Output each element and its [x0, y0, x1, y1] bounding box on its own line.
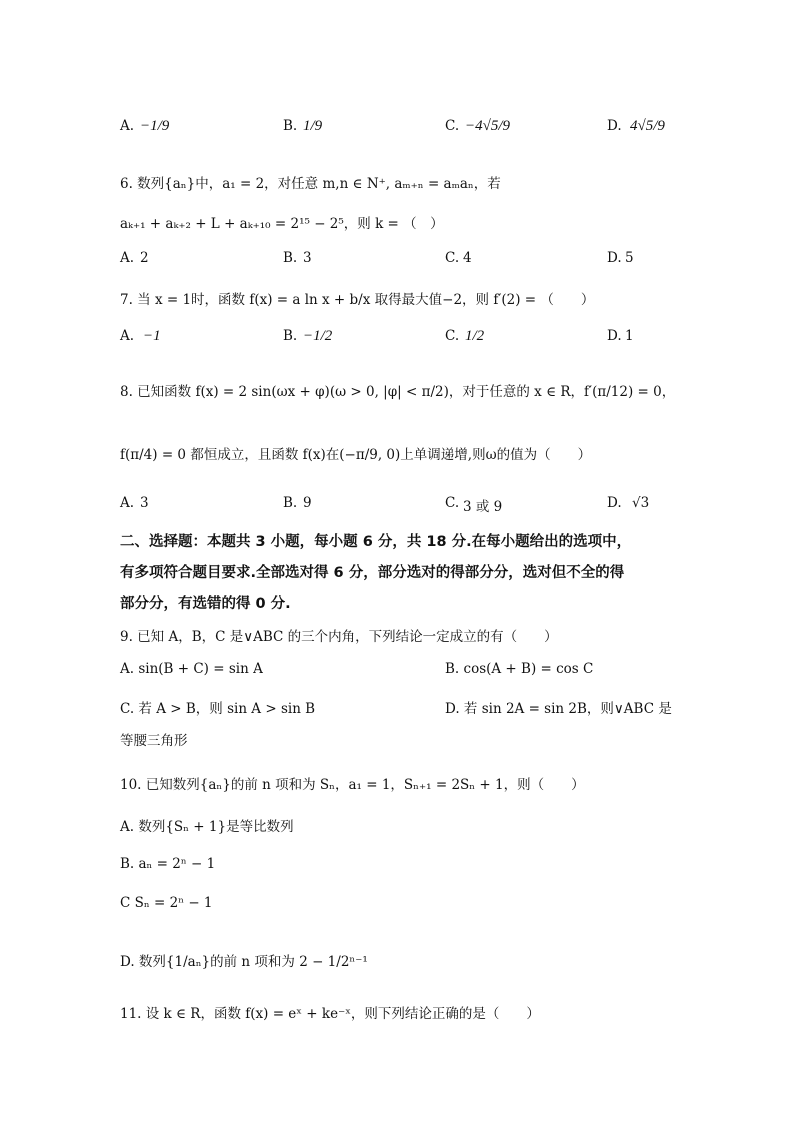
q8-option-a-label: A. [120, 495, 135, 511]
section2-heading-line1: 二、选择题：本题共 3 小题，每小题 6 分，共 18 分.在每小题给出的选项中， [120, 534, 632, 550]
q7-option-c-label: C. [445, 328, 460, 344]
q7-option-a: −1 [143, 328, 161, 344]
q6-stem-line2: aₖ₊₁ + aₖ₊₂ + L + aₖ₊₁₀ = 2¹⁵ − 2⁵，则 k = （ ） [120, 216, 444, 232]
q8-stem-line2: f(π/4) = 0 都恒成立，且函数 f(x)在(−π/9, 0)上单调递增,则ω的值为（ ） [120, 447, 592, 463]
q10-option-b: B. aₙ = 2ⁿ − 1 [120, 856, 216, 872]
q8-option-d-label: D. [607, 495, 622, 511]
q10-option-c: C Sₙ = 2ⁿ − 1 [120, 895, 213, 911]
q6-option-a-label: A. [120, 250, 135, 266]
q10-option-a: A. 数列{Sₙ + 1}是等比数列 [120, 819, 294, 835]
q8-option-c: 3 或 9 [463, 499, 503, 515]
q8-stem-line1: 8. 已知函数 f(x) = 2 sin(ωx + φ)(ω > 0, |φ| < π/2)，对于任意的 x ∈ R，f′(π/12) = 0， [120, 384, 676, 400]
q9-option-d-cont: 等腰三角形 [120, 733, 188, 749]
q6-option-d: 5 [625, 250, 634, 266]
q6-option-a: 2 [140, 250, 149, 266]
q7-option-d-label: D. [607, 328, 622, 344]
q9-option-c: C. 若 A > B，则 sin A > sin B [120, 701, 316, 717]
q7-option-c: 1/2 [465, 328, 485, 344]
q5-option-c: C. [445, 118, 460, 134]
q7-stem: 7. 当 x = 1时，函数 f(x) = a ln x + b/x 取得最大值−2，则 f′(2) = （ ） [120, 292, 595, 308]
q9-option-d: D. 若 sin 2A = sin 2B，则∨ABC 是 [445, 701, 672, 717]
q6-stem-line1: 6. 数列{aₙ}中，a₁ = 2，对任意 m,n ∈ N⁺, aₘ₊ₙ = aₘaₙ，若 [120, 176, 501, 192]
q9-option-b: B. cos(A + B) = cos C [445, 661, 594, 677]
q5-option-a-text: −1/9 [140, 118, 170, 134]
q7-option-a-label: A. [120, 328, 135, 344]
q7-option-d: 1 [625, 328, 634, 344]
q6-option-b: 3 [303, 250, 312, 266]
q6-option-c: 4 [463, 250, 472, 266]
q6-option-d-label: D. [607, 250, 622, 266]
q6-option-b-label: B. [283, 250, 298, 266]
q7-option-b-label: B. [283, 328, 298, 344]
q8-option-d: √3 [632, 495, 650, 511]
q5-option-d-text: 4√5/9 [630, 118, 665, 134]
q5-option-d: D. [607, 118, 622, 134]
q7-option-b: −1/2 [303, 328, 333, 344]
q9-option-a: A. sin(B + C) = sin A [120, 661, 263, 677]
section2-heading-line3: 部分分，有选错的得 0 分. [120, 596, 291, 612]
q10-option-d: D. 数列{1/aₙ}的前 n 项和为 2 − 1/2ⁿ⁻¹ [120, 954, 368, 970]
q10-stem: 10. 已知数列{aₙ}的前 n 项和为 Sₙ，a₁ = 1，Sₙ₊₁ = 2Sₙ + 1，则（ ） [120, 777, 585, 793]
section2-heading-line2: 有多项符合题目要求.全部选对得 6 分，部分选对的得部分分，选对但不全的得 [120, 565, 625, 581]
q5-option-c-text: −4√5/9 [465, 118, 511, 134]
q8-option-b: 9 [303, 495, 312, 511]
q5-option-b: B. [283, 118, 298, 134]
q6-option-c-label: C. [445, 250, 460, 266]
q5-option-a: A. [120, 118, 135, 134]
q8-option-a: 3 [140, 495, 149, 511]
q5-option-b-text: 1/9 [303, 118, 323, 134]
q8-option-c-label: C. [445, 495, 460, 511]
q9-stem: 9. 已知 A，B，C 是∨ABC 的三个内角，下列结论一定成立的有（ ） [120, 629, 558, 645]
q8-option-b-label: B. [283, 495, 298, 511]
q11-stem: 11. 设 k ∈ R，函数 f(x) = eˣ + ke⁻ˣ，则下列结论正确的是（ ） [120, 1006, 540, 1022]
